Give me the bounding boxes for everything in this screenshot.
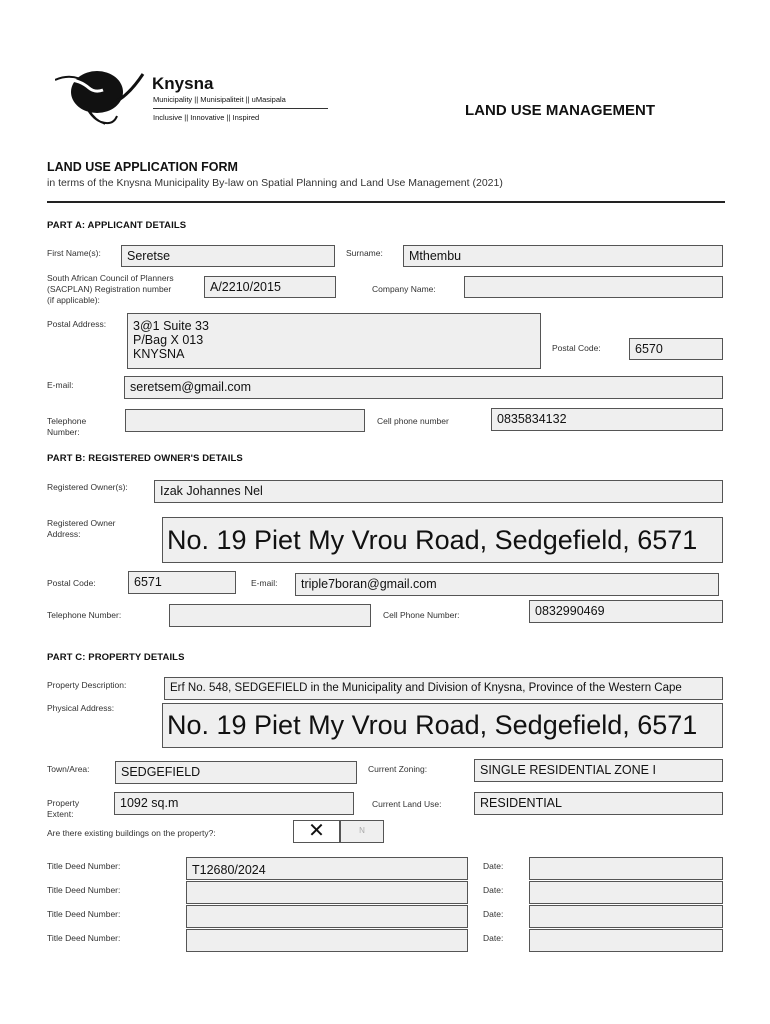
sacplan-field[interactable]: A/2210/2015 xyxy=(204,276,336,298)
email-label: E-mail: xyxy=(47,380,74,390)
form-title: LAND USE APPLICATION FORM xyxy=(47,160,238,174)
title-divider xyxy=(47,201,725,203)
owner-cell-label: Cell Phone Number: xyxy=(383,610,460,620)
land-use-label: Current Land Use: xyxy=(372,799,442,809)
physical-address-field[interactable]: No. 19 Piet My Vrou Road, Sedgefield, 6571 xyxy=(162,703,723,748)
knysna-logo-icon xyxy=(55,60,145,132)
title-deed-field[interactable] xyxy=(186,929,468,952)
extent-label-line1: Property xyxy=(47,798,80,808)
extent-field[interactable]: 1092 sq.m xyxy=(114,792,354,815)
owner-address-label-line1: Registered Owner xyxy=(47,518,116,528)
owner-postal-code-field[interactable]: 6571 xyxy=(128,571,236,594)
department-title: LAND USE MANAGEMENT xyxy=(465,102,655,119)
owner-email-field[interactable]: triple7boran@gmail.com xyxy=(295,573,719,596)
zoning-field[interactable]: SINGLE RESIDENTIAL ZONE I xyxy=(474,759,723,782)
sacplan-label-line2: (SACPLAN) Registration number xyxy=(47,284,172,294)
owner-telephone-field[interactable] xyxy=(169,604,371,627)
owner-field[interactable]: Izak Johannes Nel xyxy=(154,480,723,503)
date-label: Date: xyxy=(483,909,504,919)
telephone-label-line1: Telephone xyxy=(47,416,87,426)
first-name-field[interactable]: Seretse xyxy=(121,245,335,267)
physical-address-label: Physical Address: xyxy=(47,703,115,713)
title-deed-label: Title Deed Number: xyxy=(47,885,121,895)
date-label: Date: xyxy=(483,933,504,943)
telephone-field[interactable] xyxy=(125,409,365,432)
buildings-label: Are there existing buildings on the property?: xyxy=(47,828,216,838)
land-use-field[interactable]: RESIDENTIAL xyxy=(474,792,723,815)
extent-label-line2: Extent: xyxy=(47,809,74,819)
company-field[interactable] xyxy=(464,276,723,298)
title-deed-field[interactable] xyxy=(186,881,468,904)
telephone-label-line2: Number: xyxy=(47,427,80,437)
company-label: Company Name: xyxy=(372,284,436,294)
part-b-heading: PART B: REGISTERED OWNER'S DETAILS xyxy=(47,453,243,464)
owner-address-label-line2: Address: xyxy=(47,529,81,539)
town-label: Town/Area: xyxy=(47,764,90,774)
buildings-no-checkbox[interactable]: N xyxy=(340,820,384,843)
part-c-heading: PART C: PROPERTY DETAILS xyxy=(47,652,185,663)
header-rule xyxy=(153,108,328,109)
title-deed-field[interactable]: T12680/2024 xyxy=(186,857,468,880)
title-deed-label: Title Deed Number: xyxy=(47,933,121,943)
owner-postal-code-label: Postal Code: xyxy=(47,578,96,588)
postal-code-field[interactable]: 6570 xyxy=(629,338,723,360)
owner-email-label: E-mail: xyxy=(251,578,278,588)
first-name-label: First Name(s): xyxy=(47,248,101,258)
part-a-heading: PART A: APPLICANT DETAILS xyxy=(47,220,187,231)
owner-cell-field[interactable]: 0832990469 xyxy=(529,600,723,623)
org-name: Knysna xyxy=(152,74,214,93)
title-deed-field[interactable] xyxy=(186,905,468,928)
date-field[interactable] xyxy=(529,881,723,904)
property-description-field[interactable]: Erf No. 548, SEDGEFIELD in the Municipality and Division of Knysna, Province of the Western Cape xyxy=(164,677,723,700)
sacplan-label-line1: South African Council of Planners xyxy=(47,273,174,283)
owner-address-field[interactable]: No. 19 Piet My Vrou Road, Sedgefield, 6571 xyxy=(162,517,723,563)
date-field[interactable] xyxy=(529,905,723,928)
zoning-label: Current Zoning: xyxy=(368,764,428,774)
town-field[interactable]: SEDGEFIELD xyxy=(115,761,357,784)
postal-address-label: Postal Address: xyxy=(47,319,107,329)
surname-label: Surname: xyxy=(346,248,383,258)
buildings-yes-checkbox[interactable]: ✕ xyxy=(293,820,340,843)
title-deed-label: Title Deed Number: xyxy=(47,909,121,919)
owner-label: Registered Owner(s): xyxy=(47,482,128,492)
title-deed-label: Title Deed Number: xyxy=(47,861,121,871)
postal-code-label: Postal Code: xyxy=(552,343,601,353)
sacplan-label-line3: (if applicable): xyxy=(47,295,100,305)
cell-field[interactable]: 0835834132 xyxy=(491,408,723,431)
date-label: Date: xyxy=(483,861,504,871)
email-field[interactable]: seretsem@gmail.com xyxy=(124,376,723,399)
surname-field[interactable]: Mthembu xyxy=(403,245,723,267)
form-subtitle: in terms of the Knysna Municipality By-law on Spatial Planning and Land Use Management (2021) xyxy=(47,177,503,189)
date-field[interactable] xyxy=(529,929,723,952)
org-tagline: Inclusive || Innovative || Inspired xyxy=(153,113,260,122)
postal-address-field[interactable]: 3@1 Suite 33 P/Bag X 013 KNYSNA xyxy=(127,313,541,369)
cell-label: Cell phone number xyxy=(377,416,449,426)
date-label: Date: xyxy=(483,885,504,895)
property-description-label: Property Description: xyxy=(47,680,127,690)
owner-telephone-label: Telephone Number: xyxy=(47,610,122,620)
org-subtitle: Municipality || Munisipaliteit || uMasipala xyxy=(153,95,286,104)
date-field[interactable] xyxy=(529,857,723,880)
